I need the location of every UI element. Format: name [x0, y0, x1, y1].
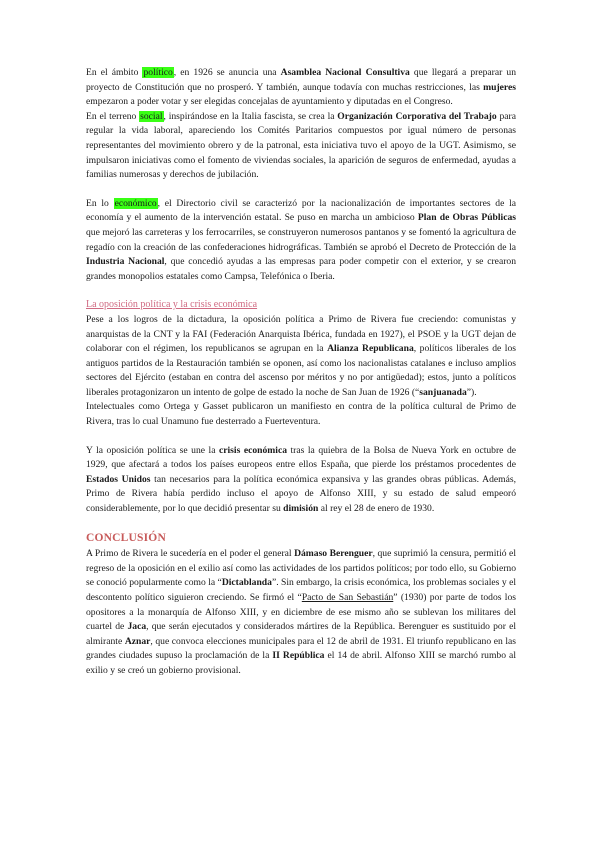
bold-organizacion: Organización Corporativa del Trabajo	[337, 110, 497, 122]
bold-alianza: Alianza Republicana	[327, 343, 414, 355]
bold-ii-republica: II República	[272, 650, 325, 662]
conclusion-title: CONCLUSIÓN	[86, 531, 166, 544]
bold-crisis: crisis económica	[219, 444, 287, 456]
bold-aznar: Aznar	[124, 635, 151, 647]
bold-plan-obras: Plan de Obras Públicas	[417, 212, 516, 224]
bold-dictablanda: Dictablanda	[221, 577, 272, 589]
section-title: La oposición política y la crisis económica	[86, 299, 258, 311]
bold-mujeres: mujeres	[483, 81, 516, 93]
bold-asamblea: Asamblea Nacional Consultiva	[280, 67, 410, 78]
highlight-social: social	[140, 110, 163, 122]
underline-pacto: Pacto de San Sebastián	[301, 592, 394, 603]
bold-dimision: dimisión	[283, 503, 319, 515]
paragraph-oposicion: Pese a los logros de la dictadura, la oposición política a Primo de Rivera fue creciendo: comunistas y anarquistas de la CNT y la FAI (Federación Anarquista Ibérica, fundada en 1927), el PSOE y la UGT dejan de colaborar con el régimen, los republicanos se agrupan en la Alianza Republicana, políticos liberales de los antiguos partidos de la Restauración también se oponen, así como los nacionalistas catalanes e incluso amplios sectores del Ejército (estaban en contra del ascenso por méritos y no por antigüedad); estos, junto a políticos liberales protagonizaron un intento de golpe de estado la noche de San Juan de 1926 (“sanjuanada”).	[86, 313, 516, 398]
bold-industria: Industria Nacional	[86, 256, 165, 268]
bold-jaca: Jaca	[127, 621, 147, 633]
bold-berenguer: Dámaso Berenguer	[294, 548, 373, 560]
paragraph-politico: En el ámbito político, en 1926 se anuncia una Asamblea Nacional Consultiva que llegará a preparar un proyecto de Constitución que no prosperó. Y también, aunque todavía con muchas restricciones, las mujeres empezaron a poder votar y ser elegidas concejalas de ayuntamiento y diputadas en el Congreso.	[86, 67, 516, 108]
paragraph-intelectuales: Intelectuales como Ortega y Gasset publicaron un manifiesto en contra de la política cultural de Primo de Rivera, tras lo cual Unamuno fue desterrado a Fuerteventura.	[86, 401, 516, 428]
paragraph-social: En el terreno social, inspirándose en la Italia fascista, se crea la Organización Corporativa del Trabajo para regular la vida laboral, apareciendo los Comités Paritarios compuestos por igual número de personas representantes del movimiento obrero y de la patronal, esta iniciativa tuvo el apoyo de la UGT. Asimismo, se impulsaron iniciativas como el fomento de viviendas sociales, la aparición de seguros de enfermedad, ayudas a familias numerosas y derechos de jubilación.	[86, 110, 516, 181]
paragraph-economico: En lo económico, el Directorio civil se caracterizó por la nacionalización de importantes sectores de la economía y el aumento de la intervención estatal. Se puso en marcha un ambicioso Plan de Obras Públicas que mejoró las carreteras y los ferrocarriles, se construyeron numerosos pantanos y se fomentó la agricultura de regadío con la creación de las confederaciones hidrográficas. También se aprobó el Decreto de Protección de la Industria Nacional, que concedió ayudas a las empresas para poder competir con el exterior, y se crearon grandes monopolios estatales como Campsa, Telefónica o Iberia.	[86, 197, 516, 282]
bold-estados-unidos: Estados Unidos	[86, 473, 151, 485]
highlight-politico: político	[143, 67, 173, 78]
highlight-economico: económico	[114, 197, 157, 209]
paragraph-conclusion: A Primo de Rivera le sucedería en el poder el general Dámaso Berenguer, que suprimió la censura, permitió el regreso de la oposición en el exilio así como las actividades de los partidos políticos; por todo ello, su Gobierno se conoció popularmente como la “Dictablanda”. Sin embargo, la crisis económica, los problemas sociales y el descontento político siguieron creciendo. Se firmó el “Pacto de San Sebastián” (1930) por parte de todos los opositores a la monarquía de Alfonso XIII, y en diciembre de ese mismo año se sublevan los militares del cuartel de Jaca, que serán ejecutados y considerados mártires de la República. Berenguer es sustituido por el almirante Aznar, que convoca elecciones municipales para el 12 de abril de 1931. El triunfo republicano en las grandes ciudades supuso la proclamación de la II República el 14 de abril. Alfonso XIII se marchó rumbo al exilio y se creó un gobierno provisional.	[86, 548, 516, 676]
bold-sanjuanada: sanjuanada	[419, 386, 467, 398]
paragraph-crisis: Y la oposición política se une la crisis económica tras la quiebra de la Bolsa de Nueva York en octubre de 1929, que afectará a todos los países europeos entre ellos España, que pierde los préstamos procedentes de Estados Unidos tan necesarios para la política económica expansiva y las grandes obras públicas. Además, Primo de Rivera había perdido incluso el apoyo de Alfonso XIII, y su estado de salud empeoró considerablemente, por lo que decidió presentar su dimisión al rey el 28 de enero de 1930.	[86, 444, 517, 515]
